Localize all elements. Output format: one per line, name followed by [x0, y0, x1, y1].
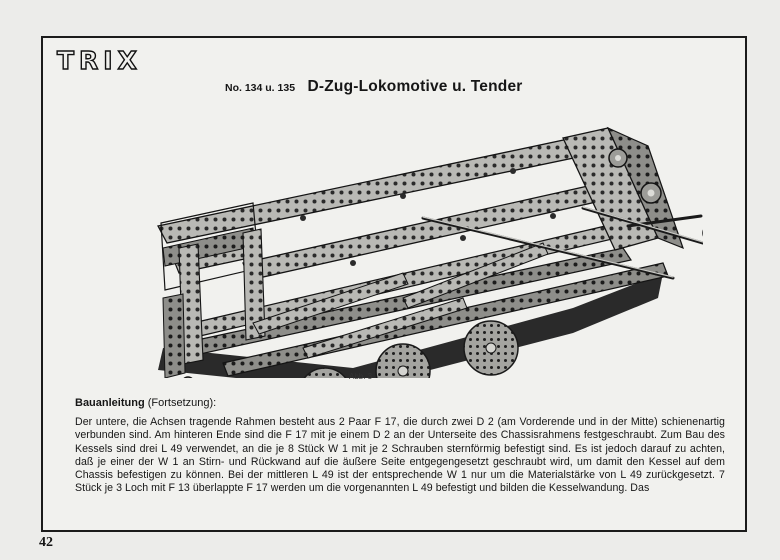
- section-heading-suffix: (Fortsetzung):: [144, 397, 217, 409]
- section-heading: [75, 397, 216, 409]
- trix-logo: TRIX: [57, 46, 142, 75]
- page-title: D-Zug-Lokomotive u. Tender: [307, 78, 523, 95]
- model-number: No. 134 u. 135: [225, 82, 296, 94]
- section-heading-bold: Bauanleitung: [75, 397, 145, 409]
- page-number: 42: [39, 535, 53, 550]
- title-row: [225, 78, 523, 96]
- locomotive-chassis-illustration: [103, 98, 703, 378]
- figure-caption: Abb. 3: [349, 372, 373, 381]
- page-frame: [41, 36, 747, 532]
- body-paragraph: Der untere, die Achsen tragende Rahmen besteht aus 2 Paar F 17, die durch zwei D 2 (am Vorderende und in der Mitte) schienenartig verbunden sind. Am hinteren Ende sind die F 17 mit je einem D 2 an der Unterseite des Chassisrahmens festgeschraubt. Zum Bau des Kessels sind drei L 49 verwendet, an die je 8 Stück W 1 mit je 2 Schrauben sternförmig befestigt sind. Es ist jedoch darauf zu achten, daß je einer der W 1 an Stirn- und Rückwand auf die äußere Seite entgegengesetzt geschraubt wird, um damit den Kessel auf dem Chassis befestigen zu können. Bei der mittleren L 49 ist der entsprechende W 1 nur um die Materialstärke von L 49 zurückgesetzt. 7 Stück je 3 Loch mit F 13 überlappte F 17 werden um die vorgenannten L 49 befestigt und bilden die Kesselwandung. Das: [75, 416, 725, 495]
